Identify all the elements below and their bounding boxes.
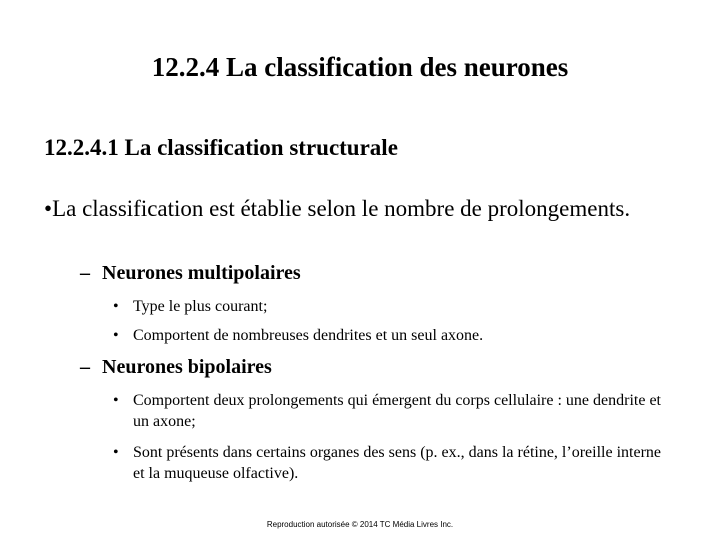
slide-title: 12.2.4 La classification des neurones [151, 52, 569, 82]
section-heading-text: Neurones bipolaires [102, 356, 272, 378]
footer-copyright: Reproduction autorisée © 2014 TC Média Livres Inc. [266, 520, 454, 529]
main-bullet [44, 192, 664, 226]
bullet-mark: • [113, 444, 119, 461]
section-heading-multipolar [80, 262, 301, 285]
bullet-mark: • [113, 327, 119, 344]
list-item [113, 442, 673, 484]
section-subtitle: 12.2.4.1 La classification structurale [44, 135, 398, 160]
bullet-mark: • [113, 392, 119, 409]
list-item [113, 325, 673, 346]
list-item-text: Comportent deux prolongements qui émergent du corps cellulaire : une dendrite et un axone; [133, 392, 661, 430]
list-item [113, 296, 673, 317]
bullet-mark: • [113, 298, 119, 315]
dash-mark: – [80, 262, 90, 284]
list-item-text: Comportent de nombreuses dendrites et un seul axone. [133, 327, 484, 344]
list-item [113, 390, 673, 432]
dash-mark: – [80, 356, 90, 378]
list-item-text: Sont présents dans certains organes des sens (p. ex., dans la rétine, l’oreille interne et la muqueuse olfactive). [133, 444, 661, 482]
section-heading-text: Neurones multipolaires [102, 262, 301, 284]
main-bullet-text: La classification est établie selon le nombre de prolongements. [52, 196, 631, 221]
list-item-text: Type le plus courant; [133, 298, 268, 315]
bullet-mark: • [44, 196, 53, 221]
section-heading-bipolar [80, 356, 272, 379]
